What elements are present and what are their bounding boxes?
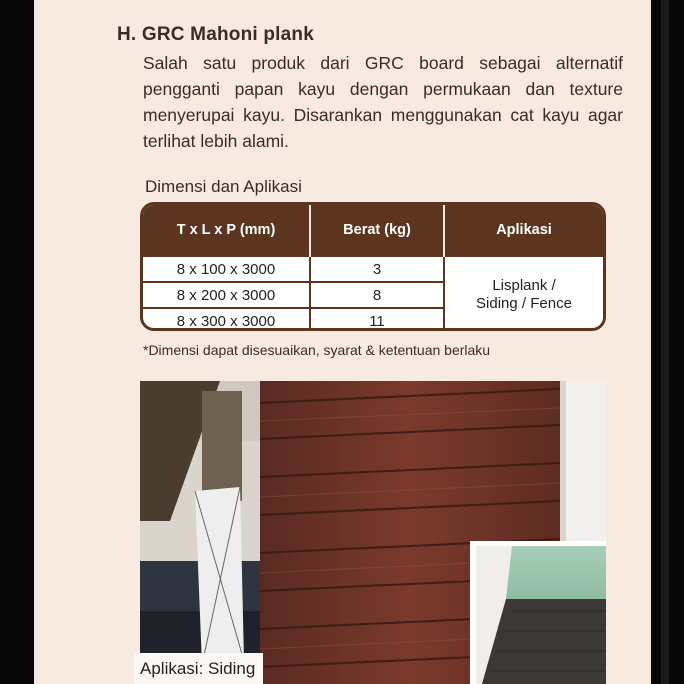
header-weight: Berat (kg) — [310, 205, 444, 256]
right-scan-border — [651, 0, 684, 684]
dimensions-table — [140, 202, 606, 331]
cell-weight: 3 — [310, 256, 444, 282]
header-dimensions: T x L x P (mm) — [143, 205, 310, 256]
application-line-1: Lisplank / — [492, 277, 556, 294]
cell-weight: 8 — [310, 282, 444, 308]
table-footnote: *Dimensi dapat disesuaikan, syarat & ketentuan berlaku — [143, 342, 491, 358]
section-heading: H. GRC Mahoni plank — [117, 24, 314, 45]
header-application: Aplikasi — [444, 205, 603, 256]
section-description: Salah satu produk dari GRC board sebagai alternatif pengganti papan kayu dengan permukaan dan texture menyerupai kayu. Disarankan menggunakan cat kayu agar terlihat lebih alami. — [143, 53, 623, 151]
left-scan-border — [0, 0, 34, 684]
cell-dimensions: 8 x 100 x 3000 — [143, 256, 310, 282]
cell-dimensions: 8 x 300 x 3000 — [143, 308, 310, 331]
cell-application — [444, 256, 603, 331]
table-row — [143, 256, 603, 282]
dimensions-subheading: Dimensi dan Aplikasi — [145, 177, 302, 196]
cell-dimensions: 8 x 200 x 3000 — [143, 282, 310, 308]
photo-caption: Aplikasi: Siding — [134, 653, 263, 684]
table-header-row — [143, 205, 603, 256]
document-page — [34, 0, 651, 684]
application-line-2: Siding / Fence — [476, 295, 572, 312]
siding-illustration — [140, 381, 606, 684]
siding-photo — [140, 381, 606, 684]
cell-weight: 11 — [310, 308, 444, 331]
